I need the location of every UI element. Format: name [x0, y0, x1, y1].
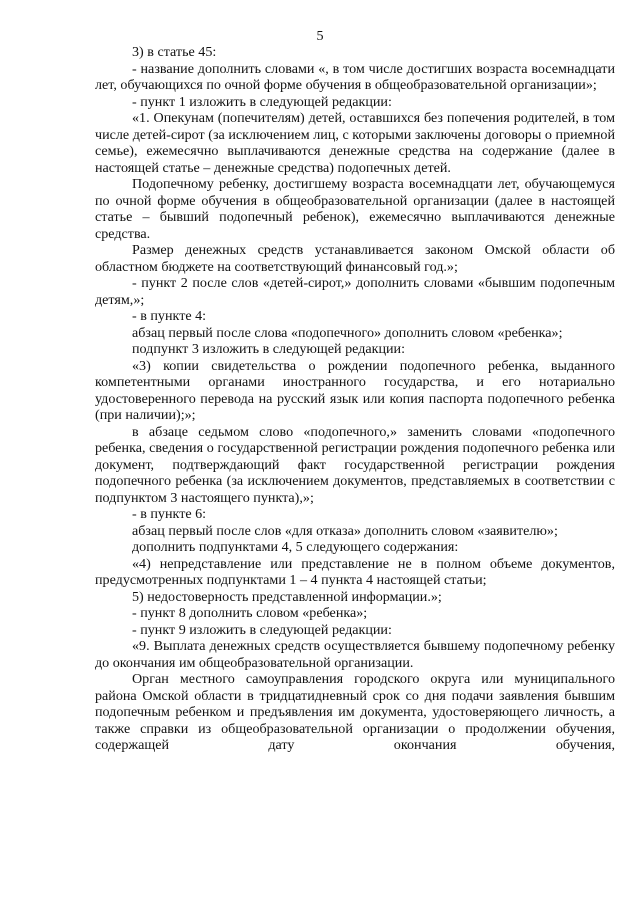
paragraph: - в пункте 4:	[132, 308, 207, 324]
paragraph: «3) копии свидетельства о рождении подопечного ребенка, выданного компетентными органами иностранного государства, и его нотариально удостоверенного перевода на русский язык или копия паспорта подопечного ребенка (при наличии);»;	[95, 357, 615, 423]
paragraph: - пункт 1 изложить в следующей редакции:	[132, 93, 392, 110]
paragraph: - в пункте 6:	[132, 506, 207, 522]
paragraph: - пункт 9 изложить в следующей редакции:	[132, 621, 392, 638]
paragraph: «4) непредставление или представление не в полном объеме документов, предусмотренных подпунктами 1 – 4 пункта 4 настоящей статьи;	[95, 555, 615, 588]
paragraph: «9. Выплата денежных средств осуществляется бывшему подопечному ребенку до окончания им общеобразовательной организации.	[95, 638, 615, 671]
paragraph: Подопечному ребенку, достигшему возраста восемнадцати лет, обучающемуся по очной форме обучения в общеобразовательной организации (далее в настоящей статье – бывший подопечный ребенок), ежемесячно выплачиваются денежные средства.	[95, 176, 615, 242]
paragraph: Размер денежных средств устанавливается законом Омской области об областном бюджете на соответствующий финансовый год.»;	[95, 242, 615, 275]
paragraph: - пункт 8 дополнить словом «ребенка»;	[132, 605, 368, 621]
paragraph: абзац первый после слова «подопечного» дополнить словом «ребенка»;	[132, 324, 563, 341]
paragraph: Орган местного самоуправления городского округа или муниципального района Омской области в тридцатидневный срок со дня подачи заявления бывшим подопечным ребенком и предъявления им документа, удостоверяющего личность, а также справки из общеобразовательной организации о продолжении обучения, содержащей дату окончания обучения,	[95, 671, 615, 753]
paragraph: - название дополнить словами «, в том числе достигших возраста восемнадцати лет, обучающихся по очной форме обучения в общеобразовательной организации»;	[95, 60, 615, 93]
paragraph: 5) недостоверность представленной информации.»;	[132, 588, 442, 605]
paragraph: в абзаце седьмом слово «подопечного,» заменить словами «подопечного ребенка, сведения о государственной регистрации рождения подопечного ребенка или документ, подтверждающий факт государственной регистрации рождения подопечного ребенка (за исключением документов, представляемых в соответствии с подпунктом 3 настоящего пункта),»;	[95, 423, 615, 506]
paragraph: 3) в статье 45:	[132, 44, 217, 60]
paragraph: «1. Опекунам (попечителям) детей, оставшихся без попечения родителей, в том числе детей-сирот (за исключением лиц, с которыми заключены договоры о приемной семье), ежемесячно выплачиваются денежные средства на содержание (далее в настоящей статье – денежные средства) подопечных детей.	[95, 110, 615, 176]
page-number: 5	[316, 28, 324, 44]
paragraph: - пункт 2 после слов «детей-сирот,» дополнить словами «бывшим подопечным детям,»;	[95, 275, 615, 308]
paragraph: дополнить подпунктами 4, 5 следующего содержания:	[132, 539, 459, 555]
paragraph: абзац первый после слов «для отказа» дополнить словом «заявителю»;	[132, 522, 558, 539]
document-body	[95, 44, 615, 754]
paragraph: подпункт 3 изложить в следующей редакции:	[132, 341, 406, 357]
